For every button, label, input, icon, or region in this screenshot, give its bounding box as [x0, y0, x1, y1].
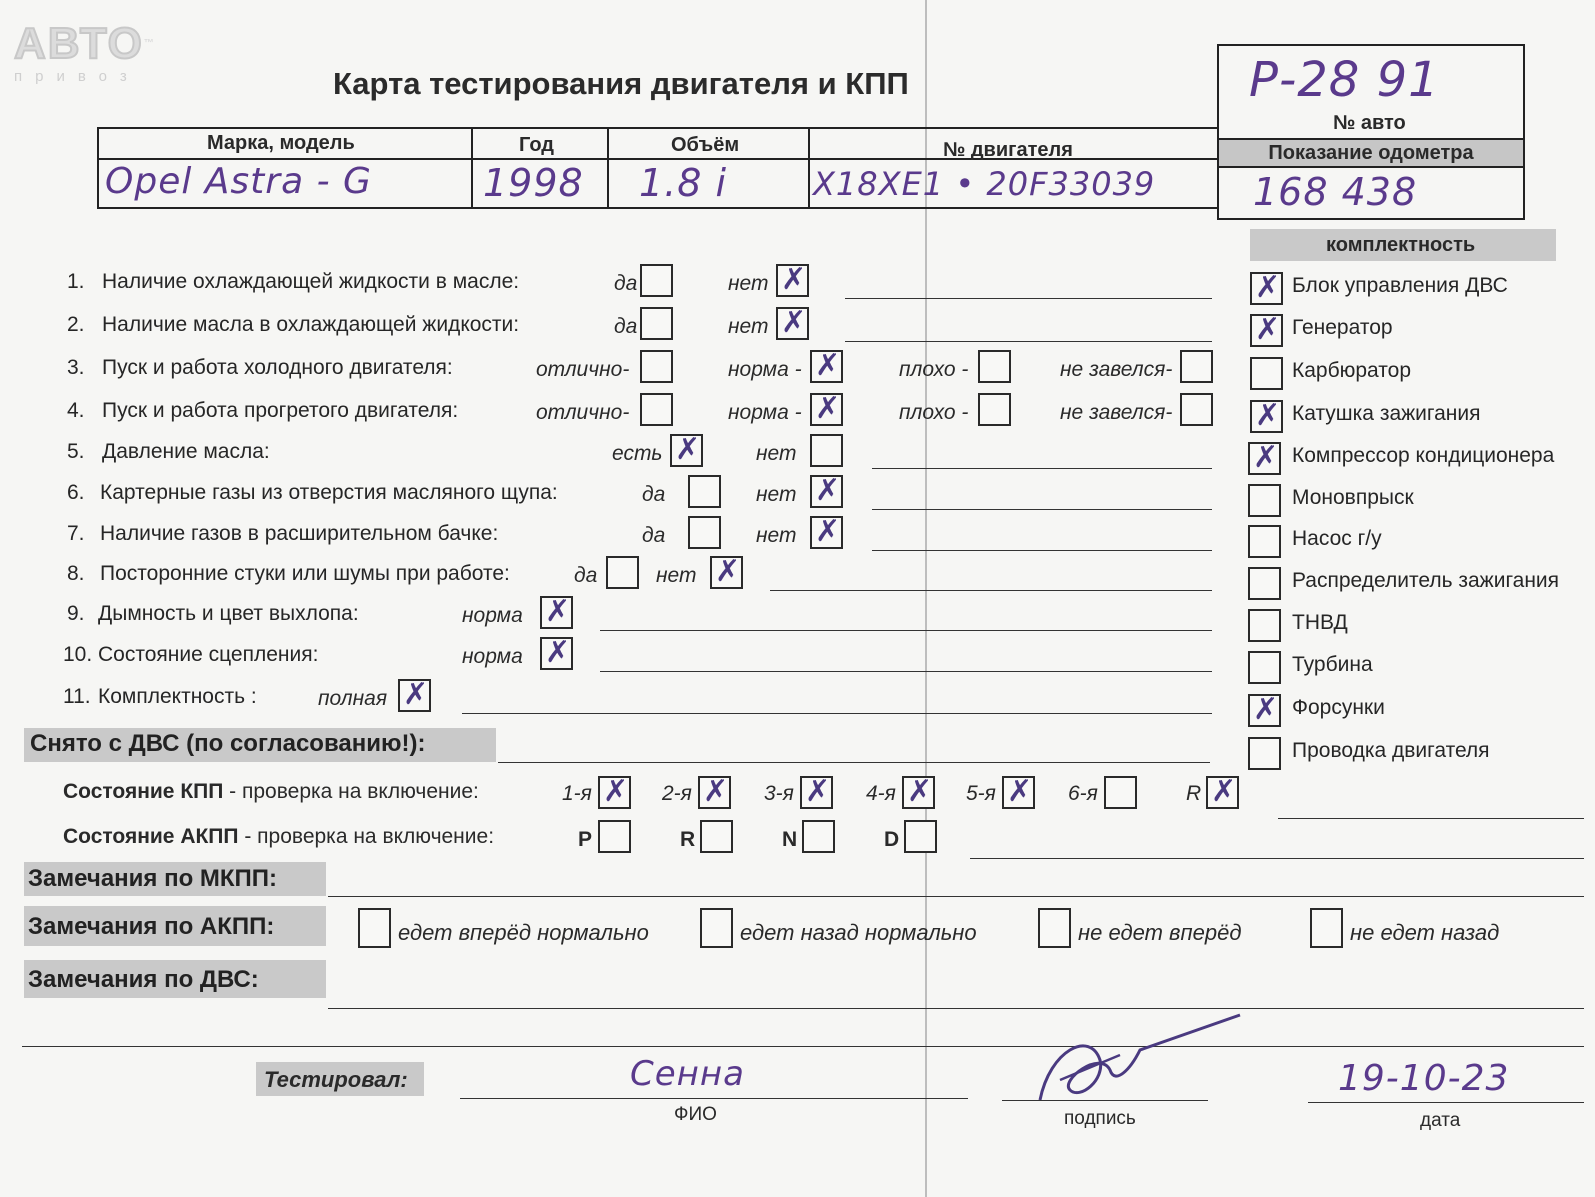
gear-checkbox[interactable]: [902, 776, 935, 809]
option-checkbox[interactable]: [776, 307, 809, 340]
tested-label: Тестировал:: [264, 1067, 408, 1092]
completeness-checkbox[interactable]: [1250, 314, 1283, 347]
gear-checkbox[interactable]: [800, 776, 833, 809]
fio-label: ФИО: [674, 1104, 717, 1125]
remarks-dvs-label: Замечания по ДВС:: [28, 966, 259, 993]
option-label: норма -: [728, 358, 802, 381]
option-label: есть: [612, 442, 663, 465]
col-year-label: Год: [519, 134, 554, 156]
completeness-item-label: Форсунки: [1292, 696, 1385, 719]
gear-checkbox[interactable]: [1002, 776, 1035, 809]
option-checkbox[interactable]: [1180, 350, 1213, 383]
kpp-label: Состояние КПП - проверка на включение:: [63, 780, 479, 803]
question-number: 3.: [67, 356, 85, 379]
question-text: Состояние сцепления:: [98, 643, 319, 666]
option-checkbox[interactable]: [810, 350, 843, 383]
question-number: 1.: [67, 270, 85, 293]
question-text: Посторонние стуки или шумы при работе:: [100, 562, 510, 585]
akpp-mode-checkbox[interactable]: [700, 820, 733, 853]
akpp-remark-label: едет назад нормально: [740, 920, 977, 945]
akpp-remark-checkbox[interactable]: [1310, 908, 1343, 948]
question-text: Пуск и работа холодного двигателя:: [102, 356, 453, 379]
question-number: 4.: [67, 399, 85, 422]
option-checkbox[interactable]: [640, 350, 673, 383]
completeness-checkbox[interactable]: [1248, 484, 1281, 517]
option-label: плохо -: [899, 401, 969, 424]
question-number: 6.: [67, 481, 85, 504]
completeness-item-label: Компрессор кондиционера: [1292, 444, 1555, 467]
completeness-checkbox[interactable]: [1248, 651, 1281, 684]
option-checkbox[interactable]: [688, 516, 721, 549]
car-number-value: Р-28 91: [1249, 52, 1440, 108]
gear-label: 3-я: [764, 782, 794, 805]
gear-checkbox[interactable]: [598, 776, 631, 809]
completeness-title: комплектность: [1326, 234, 1476, 256]
option-label: не завелся-: [1060, 401, 1173, 424]
option-checkbox[interactable]: [640, 264, 673, 297]
signature-image: [1030, 1010, 1260, 1110]
tester-name-value: Сенна: [630, 1054, 745, 1094]
signature-label: подпись: [1064, 1108, 1136, 1129]
akpp-remark-label: не едет назад: [1350, 920, 1500, 945]
odometer-value: 168 438: [1253, 170, 1418, 214]
remarks-mkpp-label: Замечания по МКПП:: [28, 865, 278, 892]
akpp-mode-label: R: [680, 828, 696, 851]
gear-label: 1-я: [562, 782, 592, 805]
question-text: Комплектность :: [98, 685, 257, 708]
car-number-label: № авто: [1333, 112, 1406, 134]
option-checkbox[interactable]: [810, 393, 843, 426]
removed-label: Снято с ДВС (по согласованию!):: [30, 730, 426, 757]
option-label: отлично-: [536, 358, 630, 381]
akpp-remark-label: едет вперёд нормально: [398, 920, 649, 945]
akpp-mode-checkbox[interactable]: [598, 820, 631, 853]
option-label: да: [642, 524, 666, 547]
option-checkbox[interactable]: [810, 475, 843, 508]
option-label: плохо -: [899, 358, 969, 381]
option-label: да: [642, 483, 666, 506]
date-label: дата: [1420, 1110, 1461, 1131]
akpp-mode-label: D: [884, 828, 900, 851]
option-checkbox[interactable]: [540, 596, 573, 629]
completeness-checkbox[interactable]: [1248, 525, 1281, 558]
gear-label: 5-я: [966, 782, 996, 805]
question-text: Пуск и работа прогретого двигателя:: [102, 399, 459, 422]
question-text: Наличие газов в расширительном бачке:: [100, 522, 499, 545]
akpp-label: Состояние АКПП - проверка на включение:: [63, 825, 495, 848]
option-checkbox[interactable]: [978, 350, 1011, 383]
option-label: не завелся-: [1060, 358, 1173, 381]
question-number: 5.: [67, 440, 85, 463]
col-engine-label: № двигателя: [943, 139, 1073, 161]
gear-label: R: [1186, 782, 1202, 805]
option-label: нет: [756, 442, 797, 465]
brand-logo: АВТО™ привоз: [14, 19, 156, 85]
completeness-item-label: Генератор: [1292, 316, 1393, 339]
completeness-checkbox[interactable]: [1250, 357, 1283, 390]
car-number-box: [1217, 44, 1525, 220]
completeness-item-label: Турбина: [1292, 653, 1373, 676]
completeness-item-label: Моновпрыск: [1292, 486, 1414, 509]
question-number: 2.: [67, 313, 85, 336]
gear-label: 6-я: [1068, 782, 1098, 805]
completeness-checkbox[interactable]: [1250, 272, 1283, 305]
gear-label: 2-я: [662, 782, 692, 805]
remarks-akpp-label: Замечания по АКПП:: [28, 913, 275, 940]
col-make-label: Марка, модель: [207, 132, 355, 154]
option-label: отлично-: [536, 401, 630, 424]
completeness-checkbox[interactable]: [1248, 737, 1281, 770]
option-label: норма -: [728, 401, 802, 424]
option-checkbox[interactable]: [640, 307, 673, 340]
odometer-label: Показание одометра: [1219, 140, 1523, 166]
question-number: 11.: [63, 685, 91, 708]
option-checkbox[interactable]: [540, 637, 573, 670]
akpp-mode-checkbox[interactable]: [802, 820, 835, 853]
gear-checkbox[interactable]: [698, 776, 731, 809]
gear-checkbox[interactable]: [1104, 776, 1137, 809]
question-text: Картерные газы из отверстия масляного щупа:: [100, 481, 558, 504]
question-number: 10.: [63, 643, 93, 666]
question-number: 9.: [67, 602, 85, 625]
option-checkbox[interactable]: [810, 434, 843, 467]
vehicle-header-table: [97, 127, 1219, 209]
option-label: нет: [756, 483, 797, 506]
question-text: Наличие охлаждающей жидкости в масле:: [102, 270, 520, 293]
option-label: нет: [728, 272, 769, 295]
completeness-item-label: Распределитель зажигания: [1292, 569, 1560, 592]
option-checkbox[interactable]: [670, 434, 703, 467]
option-label: полная: [318, 687, 388, 710]
option-checkbox[interactable]: [710, 556, 743, 589]
akpp-mode-label: N: [782, 828, 798, 851]
question-text: Давление масла:: [102, 440, 270, 463]
volume-value: 1.8 i: [639, 161, 728, 205]
gear-checkbox[interactable]: [1206, 776, 1239, 809]
completeness-item-label: Проводка двигателя: [1292, 739, 1490, 762]
option-label: норма: [462, 604, 523, 627]
option-label: норма: [462, 645, 523, 668]
option-checkbox[interactable]: [398, 679, 431, 712]
option-checkbox[interactable]: [776, 264, 809, 297]
gear-label: 4-я: [866, 782, 896, 805]
completeness-item-label: ТНВД: [1292, 611, 1348, 634]
completeness-checkbox[interactable]: [1248, 442, 1281, 475]
completeness-checkbox[interactable]: [1248, 694, 1281, 727]
option-label: нет: [656, 564, 697, 587]
option-label: да: [574, 564, 598, 587]
completeness-checkbox[interactable]: [1248, 567, 1281, 600]
akpp-mode-label: P: [578, 828, 593, 851]
option-checkbox[interactable]: [978, 393, 1011, 426]
date-value: 19-10-23: [1338, 1058, 1510, 1099]
completeness-checkbox[interactable]: [1248, 609, 1281, 642]
engine-no-value: X18XE1 • 20F33039: [813, 165, 1156, 203]
col-volume-label: Объём: [671, 134, 740, 156]
question-number: 7.: [67, 522, 85, 545]
option-checkbox[interactable]: [640, 393, 673, 426]
option-label: нет: [756, 524, 797, 547]
question-text: Наличие масла в охлаждающей жидкости:: [102, 313, 520, 336]
option-checkbox[interactable]: [606, 556, 639, 589]
option-label: нет: [728, 315, 769, 338]
option-checkbox[interactable]: [1180, 393, 1213, 426]
make-value: Opel Astra - G: [105, 161, 372, 202]
completeness-checkbox[interactable]: [1250, 400, 1283, 433]
option-checkbox[interactable]: [810, 516, 843, 549]
completeness-item-label: Насос г/у: [1292, 527, 1382, 550]
option-label: да: [614, 272, 638, 295]
akpp-remark-label: не едет вперёд: [1078, 920, 1242, 945]
akpp-remark-checkbox[interactable]: [1038, 908, 1071, 948]
completeness-item-label: Карбюратор: [1292, 359, 1412, 382]
question-number: 8.: [67, 562, 85, 585]
akpp-mode-checkbox[interactable]: [904, 820, 937, 853]
question-text: Дымность и цвет выхлопа:: [98, 602, 359, 625]
option-checkbox[interactable]: [688, 475, 721, 508]
option-label: да: [614, 315, 638, 338]
akpp-remark-checkbox[interactable]: [700, 908, 733, 948]
year-value: 1998: [483, 161, 584, 205]
page-title: Карта тестирования двигателя и КПП: [333, 66, 909, 101]
akpp-remark-checkbox[interactable]: [358, 908, 391, 948]
completeness-item-label: Катушка зажигания: [1292, 402, 1481, 425]
completeness-item-label: Блок управления ДВС: [1292, 274, 1508, 297]
